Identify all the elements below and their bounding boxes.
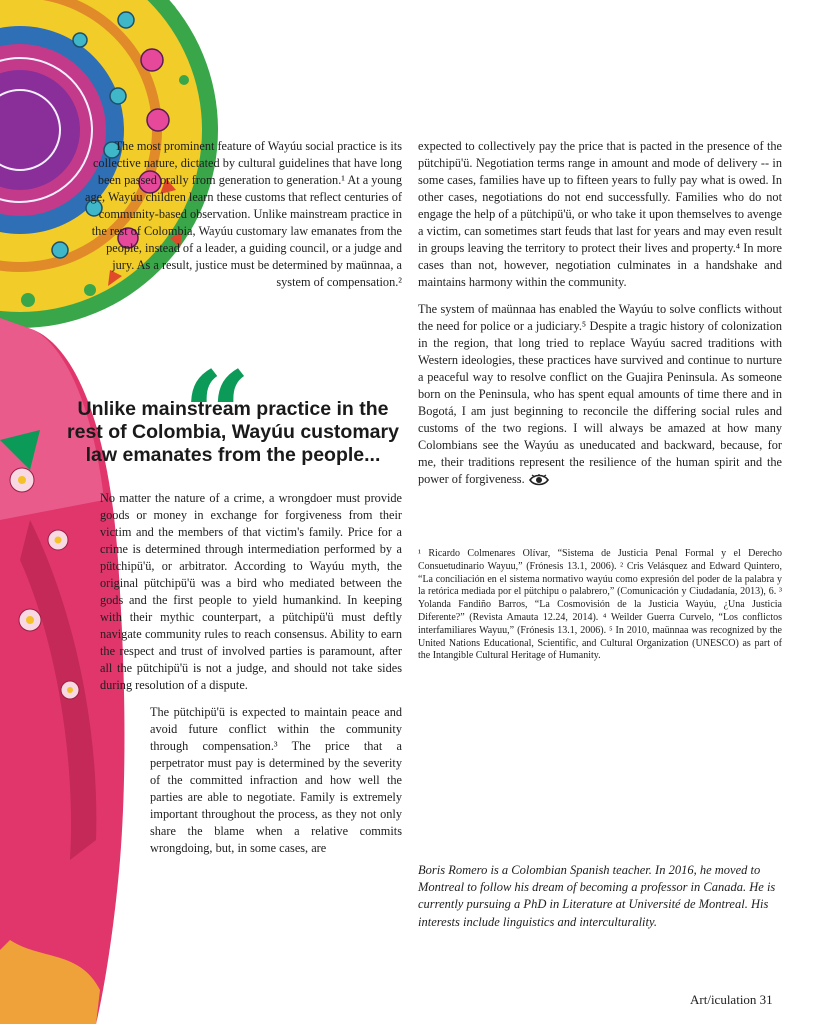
- pull-quote: Unlike mainstream practice in the rest of Colombia, Wayúu customary law emanates from the people...: [67, 398, 399, 466]
- paragraph-5: The system of maünnaa has enabled the Wayúu to solve conflicts without the need for police or a judiciary.⁵ Despite a tragic history of colonization in the region, that long tried to replace Wayúu sacred traditions with Western ideologies, these practices have survived and continue to nurture a peaceful way to resolve conflict on the Guajira Peninsula. As someone born on the Peninsula, who has spent equal amounts of time there and in Bogotá, I am just beginning to reconcile the differing social rules and customs of the two regions. I will always be amazed at how many Colombians see the Wayúu as uneducated and backward, because, for me, their traditions represent the resilience of the human spirit and the power of forgiveness.: [418, 302, 782, 486]
- eye-icon: [529, 474, 549, 486]
- paragraph-5-wrap: [418, 301, 782, 488]
- page-footer: Art/iculation 31: [690, 992, 773, 1007]
- author-bio: Boris Romero is a Colombian Spanish teacher. In 2016, he moved to Montreal to follow his dream of becoming a professor in Canada. He is currently pursuing a PhD in Literature at Université de Montreal. His interests include linguistics and interculturality.: [418, 863, 776, 929]
- paragraph-4: expected to collectively pay the price that is pacted in the presence of the pütchipü'ü. Negotiation terms range in amount and mode of delivery -- in some cases, families have up to fifteen years to fully pay what is owed. In other cases, negotiations do not end successfully. Families who do not engage the help of a pütchipü'ü, or who take it upon themselves to avenge a victim, can sometimes start feuds that last for years and may even result in groups leaving the territory to protect their lives and property.⁴ In more cases than not, however, negotiation culminates in a handshake and maintains harmony within the community.: [418, 139, 782, 289]
- paragraph-2: No matter the nature of a crime, a wrongdoer must provide goods or money in exchange for forgiveness from their victim and the members of that victim's family. Price for a crime is determined through intermediation performed by a pütchipü'ü, or arbitrator. According to Wayúu myth, the original pütchipü'ü was a bird who mediated between the gods and the first people to yield humankind. In keeping with their mythic counterpart, a pütchipü'ü must deftly navigate community rules to reach consensus. Ability to earn the respect and trust of involved parties is paramount, after all the pütchipü'ü is not a judge, and should not take sides during resolution of a dispute.: [100, 491, 402, 692]
- column-1-top: [84, 138, 402, 291]
- footnotes-text: ¹ Ricardo Colmenares Olívar, “Sistema de Justicia Penal Formal y el Derecho Consuetudinario Wayuu,” (Frónesis 13.1, 2006). ² Cris Velásquez and Edward Quintero, “La conciliación en el sistema normativo wayúu como expresión del poder de la palabra y la retórica mediada por el pütchipu o palabrero,” (Comunicación y Ciudadanía, 2013), 6. ³ Yolanda Fandiño Barros, “La Cosmovisión de la Justicia Wayúu, ¿Una Justicia Diferente?” (Revista Amauta 12.24, 2014). ⁴ Weilder Guerra Curvelo, “Los conflictos interfamiliares Wayuu,” (Frónesis 13.1, 2006). ⁵ In 2010, maünnaa was recognized by the United Nations Educational, Scientific, and Cultural Organization (UNESCO) as part of the Intangible Cultural Heritage of Humanity.: [418, 548, 782, 662]
- footnotes: [418, 548, 782, 663]
- column-2: [418, 138, 782, 488]
- column-1-bottom: [100, 490, 402, 857]
- paragraph-1: The most prominent feature of Wayúu social practice is its collective nature, dictated by cultural guidelines that have long been passed orally from generation to generation.¹ At a young age, Wayúu children learn these customs that reflect centuries of community-based observation. Unlike mainstream practice in the rest of Colombia, Wayúu customary law emanates from the people, instead of a leader, a guiding council, or a judge and jury. As a result, justice must be determined by maünnaa, a system of compensation.²: [84, 139, 402, 289]
- quote-mark-icon: “: [183, 345, 251, 484]
- paragraph-3: The pütchipü'ü is expected to maintain peace and avoid future conflict within the community through compensation.³ The price that a perpetrator must pay is determined by the severity of the committed infraction and how well the parties are able to negotiate. Family is extremely important throughout the process, as they not only share the blame when a relative commits wrongdoing, but, in some cases, are: [150, 705, 402, 855]
